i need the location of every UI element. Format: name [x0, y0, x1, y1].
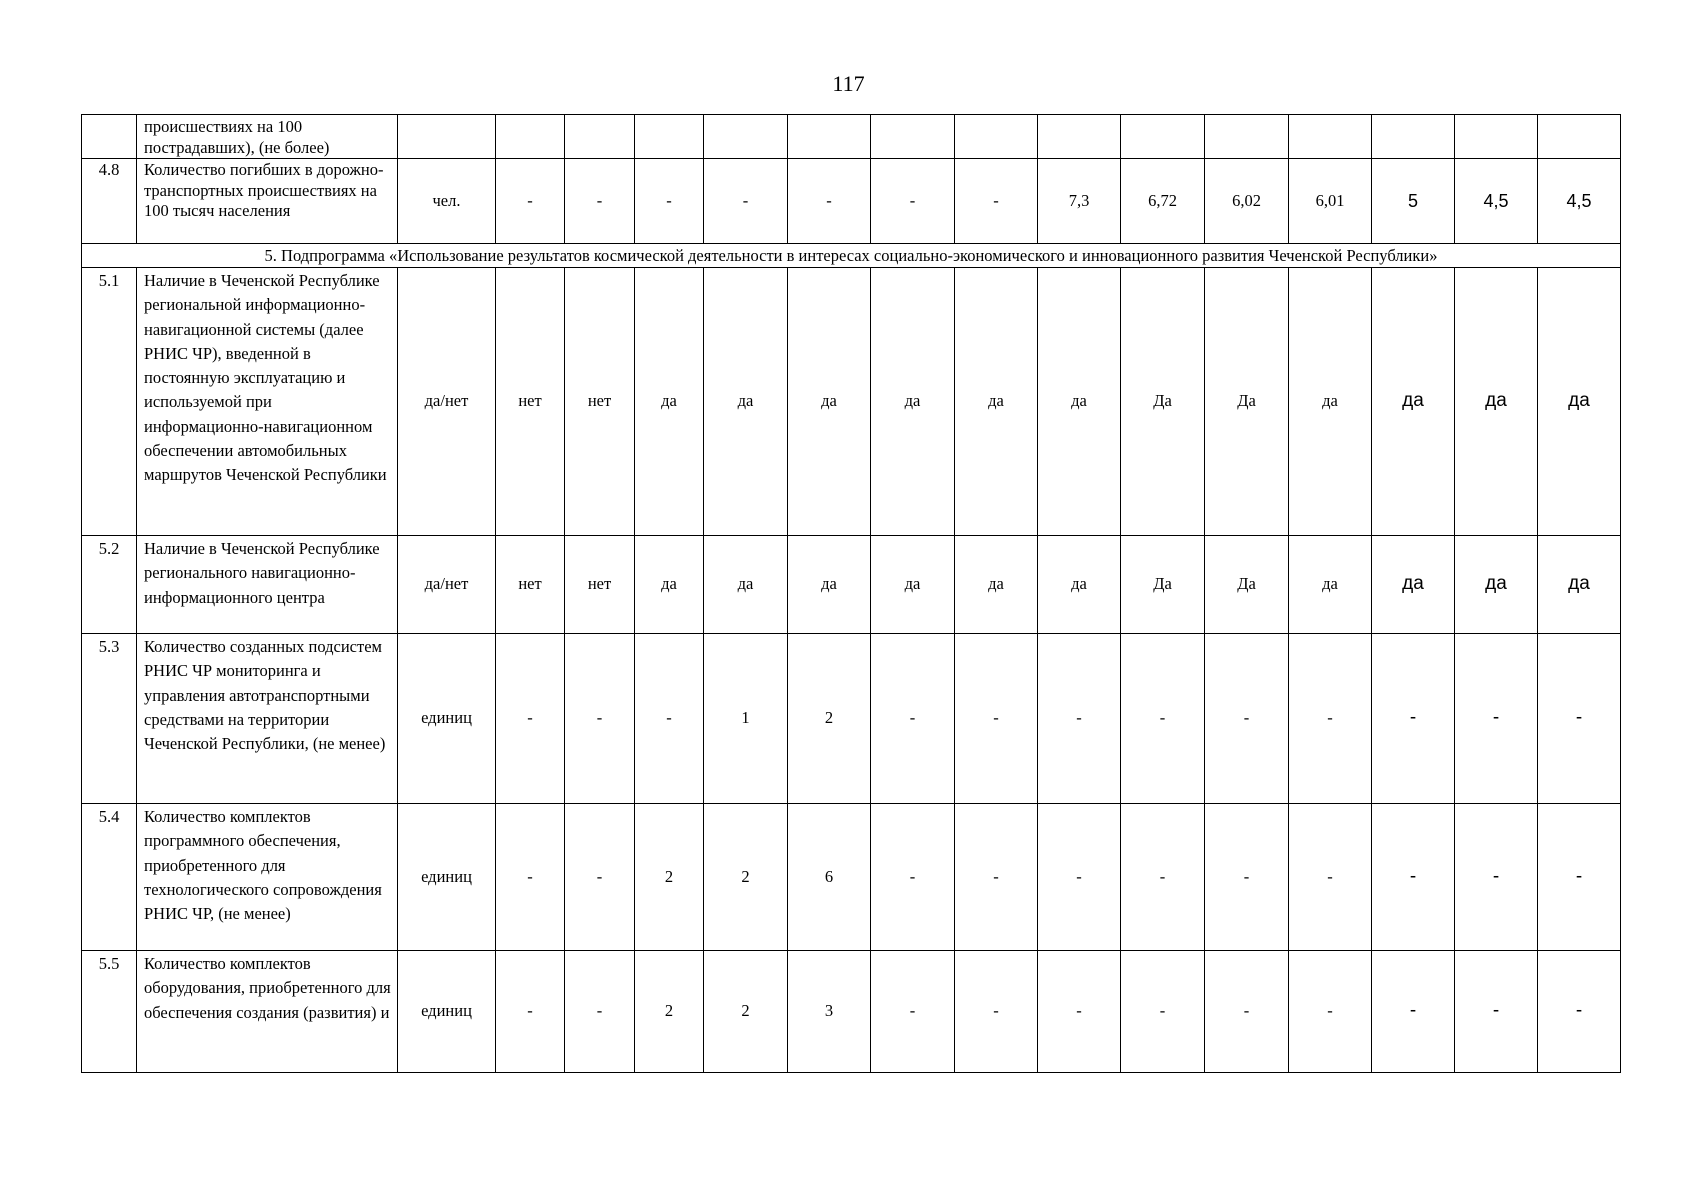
indicators-table: [81, 114, 1621, 1073]
value-cell: 7,3: [1038, 159, 1121, 244]
indicator-name: Количество комплектов программного обеспечения, приобретенного для технологического сопровождения РНИС ЧР, (не менее): [137, 804, 398, 951]
unit-cell: чел.: [398, 159, 496, 244]
value-cell: [1372, 115, 1455, 159]
value-cell: да: [1372, 268, 1455, 536]
indicator-name: Количество комплектов оборудования, приобретенного для обеспечения создания (развития) и: [137, 951, 398, 1073]
value-cell: -: [788, 159, 871, 244]
value-cell: -: [1372, 804, 1455, 951]
value-cell: да: [871, 268, 955, 536]
value-cell: -: [1289, 804, 1372, 951]
section-row: [82, 244, 1621, 268]
indicator-name: Наличие в Чеченской Республике региональной информационно-навигационной системы (далее РНИС ЧР), введенной в постоянную эксплуатацию и используемой при информационно-навигационном обеспечении автомобильных маршрутов Чеченской Республики: [137, 268, 398, 536]
row-number: 5.4: [82, 804, 137, 951]
value-cell: [565, 115, 635, 159]
value-cell: да: [635, 536, 704, 634]
value-cell: [955, 115, 1038, 159]
value-cell: 6: [788, 804, 871, 951]
value-cell: да: [788, 536, 871, 634]
unit-cell: да/нет: [398, 536, 496, 634]
value-cell: да: [788, 268, 871, 536]
value-cell: -: [1289, 634, 1372, 804]
value-cell: -: [1038, 804, 1121, 951]
value-cell: [496, 115, 565, 159]
value-cell: -: [1205, 804, 1289, 951]
value-cell: 4,5: [1538, 159, 1621, 244]
value-cell: [1121, 115, 1205, 159]
value-cell: -: [635, 159, 704, 244]
value-cell: да: [1538, 536, 1621, 634]
row-number: 4.8: [82, 159, 137, 244]
value-cell: да: [1038, 536, 1121, 634]
value-cell: 3: [788, 951, 871, 1073]
value-cell: -: [1121, 804, 1205, 951]
value-cell: 6,02: [1205, 159, 1289, 244]
unit-cell: да/нет: [398, 268, 496, 536]
indicator-name: Наличие в Чеченской Республике регионального навигационно-информационного центра: [137, 536, 398, 634]
value-cell: [1538, 115, 1621, 159]
table-row: [82, 951, 1621, 1073]
value-cell: 2: [635, 951, 704, 1073]
value-cell: -: [565, 951, 635, 1073]
value-cell: -: [704, 159, 788, 244]
value-cell: -: [496, 951, 565, 1073]
value-cell: 5: [1372, 159, 1455, 244]
value-cell: да: [704, 536, 788, 634]
value-cell: -: [635, 634, 704, 804]
value-cell: нет: [496, 536, 565, 634]
value-cell: да: [1455, 536, 1538, 634]
table-row: [82, 115, 1621, 159]
value-cell: -: [565, 634, 635, 804]
row-number: 5.5: [82, 951, 137, 1073]
value-cell: 4,5: [1455, 159, 1538, 244]
value-cell: да: [1372, 536, 1455, 634]
value-cell: да: [955, 536, 1038, 634]
value-cell: да: [1038, 268, 1121, 536]
value-cell: 6,72: [1121, 159, 1205, 244]
value-cell: [788, 115, 871, 159]
indicator-name: Количество созданных подсистем РНИС ЧР мониторинга и управления автотранспортными средствами на территории Чеченской Республики, (не менее): [137, 634, 398, 804]
value-cell: да: [635, 268, 704, 536]
value-cell: да: [1538, 268, 1621, 536]
value-cell: [1455, 115, 1538, 159]
value-cell: -: [1372, 634, 1455, 804]
value-cell: 6,01: [1289, 159, 1372, 244]
value-cell: Да: [1205, 268, 1289, 536]
value-cell: нет: [565, 536, 635, 634]
row-number: [82, 115, 137, 159]
value-cell: -: [1205, 951, 1289, 1073]
value-cell: 2: [704, 804, 788, 951]
unit-cell: единиц: [398, 804, 496, 951]
value-cell: -: [955, 634, 1038, 804]
value-cell: -: [496, 159, 565, 244]
unit-cell: [398, 115, 496, 159]
indicator-name: происшествиях на 100 пострадавших), (не более): [137, 115, 398, 159]
value-cell: Да: [1121, 536, 1205, 634]
unit-cell: единиц: [398, 951, 496, 1073]
value-cell: да: [1289, 268, 1372, 536]
section-title: 5. Подпрограмма «Использование результатов космической деятельности в интересах социально-экономического и инновационного развития Чеченской Республики»: [82, 244, 1621, 268]
page-number: 117: [832, 71, 865, 96]
value-cell: -: [955, 804, 1038, 951]
value-cell: -: [1538, 634, 1621, 804]
value-cell: нет: [565, 268, 635, 536]
value-cell: [1205, 115, 1289, 159]
value-cell: -: [1121, 951, 1205, 1073]
unit-cell: единиц: [398, 634, 496, 804]
value-cell: Да: [1205, 536, 1289, 634]
value-cell: нет: [496, 268, 565, 536]
value-cell: -: [871, 951, 955, 1073]
value-cell: -: [955, 159, 1038, 244]
value-cell: -: [871, 634, 955, 804]
value-cell: -: [1121, 634, 1205, 804]
table-row: [82, 634, 1621, 804]
value-cell: -: [1205, 634, 1289, 804]
value-cell: -: [1538, 951, 1621, 1073]
value-cell: да: [1289, 536, 1372, 634]
indicator-name: Количество погибших в дорожно-транспортных происшествиях на 100 тысяч населения: [137, 159, 398, 244]
row-number: 5.1: [82, 268, 137, 536]
value-cell: -: [1538, 804, 1621, 951]
value-cell: -: [565, 159, 635, 244]
value-cell: -: [496, 634, 565, 804]
value-cell: [1038, 115, 1121, 159]
row-number: 5.2: [82, 536, 137, 634]
value-cell: -: [955, 951, 1038, 1073]
value-cell: 2: [788, 634, 871, 804]
value-cell: 2: [704, 951, 788, 1073]
value-cell: -: [1455, 634, 1538, 804]
value-cell: -: [1455, 804, 1538, 951]
value-cell: Да: [1121, 268, 1205, 536]
value-cell: [1289, 115, 1372, 159]
value-cell: [635, 115, 704, 159]
table-row: [82, 804, 1621, 951]
value-cell: -: [1455, 951, 1538, 1073]
value-cell: да: [704, 268, 788, 536]
value-cell: да: [871, 536, 955, 634]
row-number: 5.3: [82, 634, 137, 804]
value-cell: да: [955, 268, 1038, 536]
value-cell: -: [871, 159, 955, 244]
value-cell: -: [1038, 951, 1121, 1073]
table-row: [82, 536, 1621, 634]
value-cell: -: [871, 804, 955, 951]
table-row: [82, 268, 1621, 536]
value-cell: [704, 115, 788, 159]
value-cell: [871, 115, 955, 159]
value-cell: -: [496, 804, 565, 951]
value-cell: -: [565, 804, 635, 951]
value-cell: 2: [635, 804, 704, 951]
value-cell: -: [1038, 634, 1121, 804]
value-cell: -: [1372, 951, 1455, 1073]
value-cell: -: [1289, 951, 1372, 1073]
value-cell: 1: [704, 634, 788, 804]
value-cell: да: [1455, 268, 1538, 536]
table-row: [82, 159, 1621, 244]
table-body: [82, 115, 1621, 1073]
